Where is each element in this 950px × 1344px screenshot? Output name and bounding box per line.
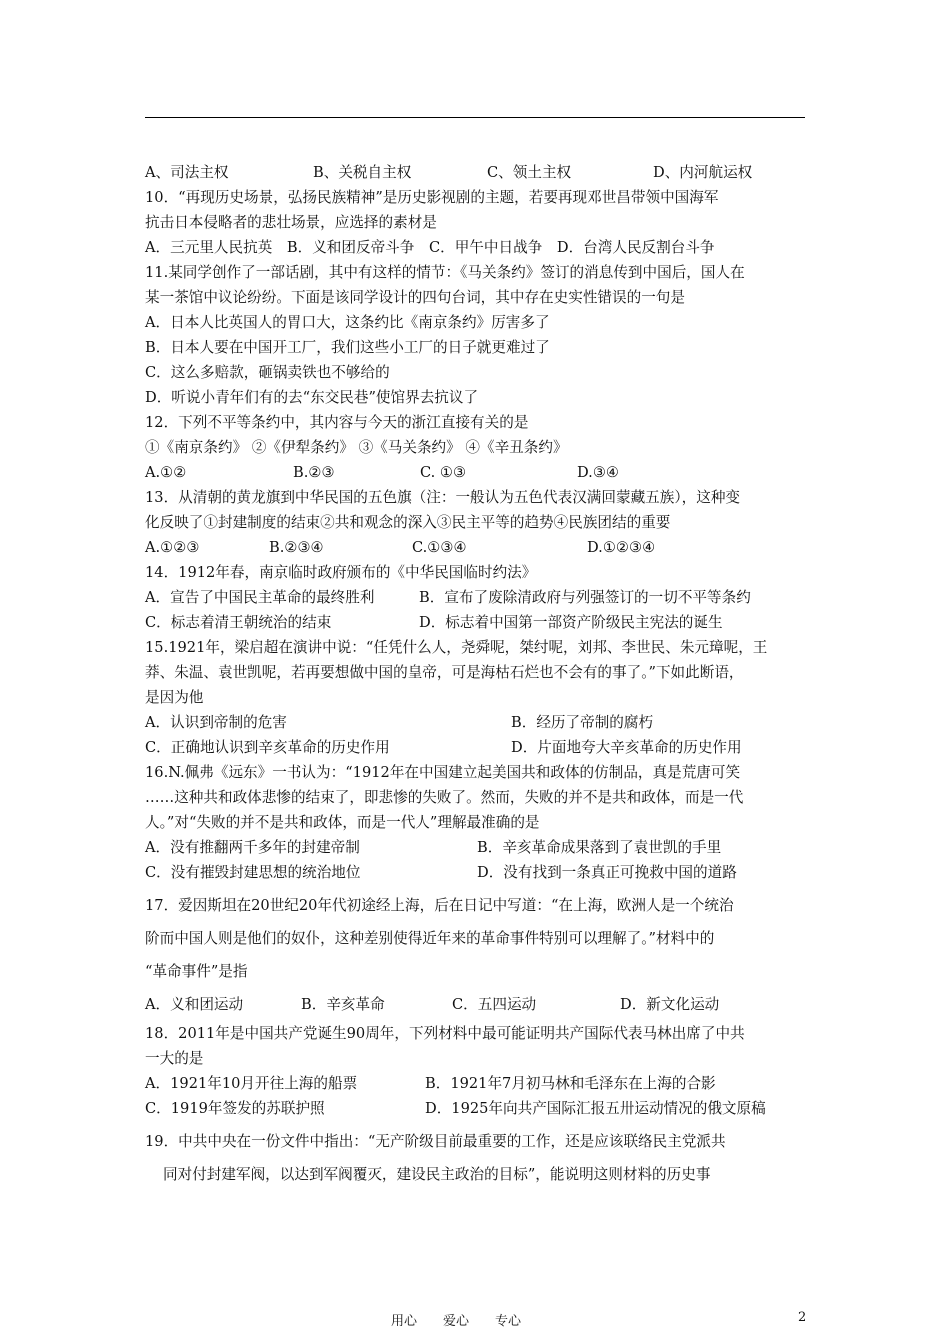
q19-stem-2: 同对付封建军阀，以达到军阀覆灭，建设民主政治的目标”，能说明这则材料的历史事 <box>163 1166 711 1183</box>
q9-option-d: D、内河航运权 <box>653 164 753 181</box>
q18-stem-1: 18．2011年是中国共产党诞生90周年，下列材料中最可能证明共产国际代表马林出席了中共 <box>145 1025 745 1042</box>
q11-option-d: D．听说小青年们有的去“东交民巷”使馆界去抗议了 <box>145 389 479 406</box>
q13-option-c: C.①③④ <box>412 539 467 556</box>
q15-option-d: D．片面地夸大辛亥革命的历史作用 <box>511 739 742 756</box>
q13-stem-1: 13．从清朝的黄龙旗到中华民国的五色旗（注：一般认为五色代表汉满回蒙藏五族），这种变 <box>145 489 741 506</box>
q13-options <box>145 535 810 560</box>
q13-stem-2: 化反映了①封建制度的结束②共和观念的深入③民主平等的趋势④民族团结的重要 <box>145 514 671 531</box>
q14-options-ab <box>145 585 810 610</box>
q15-option-b: B．经历了帝制的腐朽 <box>511 714 654 731</box>
q10-stem-2: 抗击日本侵略者的悲壮场景，应选择的素材是 <box>145 214 437 231</box>
q17-option-b: B．辛亥革命 <box>301 996 385 1013</box>
q19-stem-1: 19．中共中央在一份文件中指出：“无产阶级目前最重要的工作，还是应该联络民主党派共 <box>145 1133 726 1150</box>
q17-option-d: D．新文化运动 <box>620 996 720 1013</box>
q18-option-c: C．1919年签发的苏联护照 <box>145 1100 325 1117</box>
q13-option-a: A.①②③ <box>145 539 200 556</box>
q9-options <box>145 160 810 185</box>
q9-option-a: A、司法主权 <box>145 164 229 181</box>
q18-option-b: B．1921年7月初马林和毛泽东在上海的合影 <box>425 1075 716 1092</box>
q11-stem-2: 某一茶馆中议论纷纷。下面是该同学设计的四句台词，其中存在史实性错误的一句是 <box>145 289 685 306</box>
q14-option-c: C．标志着清王朝统治的结束 <box>145 614 332 631</box>
page-number: 2 <box>798 1310 807 1325</box>
q11-option-c: C．这么多赔款，砸锅卖铁也不够给的 <box>145 364 390 381</box>
q15-options-cd <box>145 735 810 760</box>
q18-options-ab <box>145 1071 810 1096</box>
q14-stem: 14．1912年春，南京临时政府颁布的《中华民国临时约法》 <box>145 564 537 581</box>
q17-option-a: A．义和团运动 <box>145 996 244 1013</box>
q18-stem-2: 一大的是 <box>145 1050 204 1067</box>
q13-option-b: B.②③④ <box>269 539 324 556</box>
q16-options-ab <box>145 835 810 860</box>
q16-option-d: D．没有找到一条真正可挽救中国的道路 <box>477 864 737 881</box>
q15-option-a: A．认识到帝制的危害 <box>145 714 287 731</box>
q16-stem-2: ……这种共和政体悲惨的结束了，即悲惨的失败了。然而，失败的并不是共和政体，而是一代 <box>145 789 744 806</box>
q11-option-b: B．日本人要在中国开工厂，我们这些小工厂的日子就更难过了 <box>145 339 550 356</box>
header-rule <box>145 117 805 118</box>
q12-options <box>145 460 810 485</box>
q12-items: ①《南京条约》 ②《伊犁条约》 ③《马关条约》 ④《辛丑条约》 <box>145 439 568 456</box>
question-content <box>145 160 810 1191</box>
q15-stem-1: 15.1921年，梁启超在演讲中说：“任凭什么人，尧舜呢，桀纣呢，刘邦、李世民、朱元璋呢，王 <box>145 639 768 656</box>
q12-option-c: C. ①③ <box>420 464 467 481</box>
q18-options-cd <box>145 1096 810 1121</box>
page-footer <box>0 1310 950 1330</box>
q11-stem-1: 11.某同学创作了一部话剧，其中有这样的情节：《马关条约》签订的消息传到中国后，国人在 <box>145 264 745 281</box>
q17-stem-2: 阶而中国人则是他们的奴仆，这种差别使得近年来的革命事件特别可以理解了。”材料中的 <box>145 930 715 947</box>
q10-options: A．三元里人民抗英 B．义和团反帝斗争 C．甲午中日战争 D．台湾人民反割台斗争 <box>145 239 715 256</box>
q14-option-a: A．宣告了中国民主革命的最终胜利 <box>145 589 375 606</box>
q16-option-b: B．辛亥革命成果落到了袁世凯的手里 <box>477 839 722 856</box>
q14-option-d: D．标志着中国第一部资产阶级民主宪法的诞生 <box>419 614 723 631</box>
q11-option-a: A．日本人比英国人的胃口大，这条约比《南京条约》厉害多了 <box>145 314 550 331</box>
q18-option-d: D．1925年向共产国际汇报五卅运动情况的俄文原稿 <box>425 1100 766 1117</box>
q12-option-a: A.①② <box>145 464 187 481</box>
q10-stem-1: 10．“再现历史场景，弘扬民族精神”是历史影视剧的主题，若要再现邓世昌带领中国海军 <box>145 189 719 206</box>
q9-option-b: B、关税自主权 <box>313 164 412 181</box>
footer-slogan: 用心 爱心 专心 <box>391 1314 522 1329</box>
q17-stem-3: “革命事件”是指 <box>145 963 248 980</box>
q16-stem-3: 人。”对“失败的并不是共和政体，而是一代人”理解最准确的是 <box>145 814 540 831</box>
q13-option-d: D.①②③④ <box>587 539 656 556</box>
q16-option-c: C．没有摧毁封建思想的统治地位 <box>145 864 361 881</box>
q15-stem-2: 莽、朱温、袁世凯呢，若再要想做中国的皇帝，可是海枯石烂也不会有的事了。”下如此断语， <box>145 664 744 681</box>
q18-option-a: A．1921年10月开往上海的船票 <box>145 1075 358 1092</box>
q15-options-ab <box>145 710 810 735</box>
q12-stem: 12．下列不平等条约中，其内容与今天的浙江直接有关的是 <box>145 414 529 431</box>
q14-options-cd <box>145 610 810 635</box>
q16-stem-1: 16.N.佩弗《远东》一书认为：“1912年在中国建立起美国共和政体的仿制品，真是荒唐可笑 <box>145 764 741 781</box>
q14-option-b: B．宣布了废除清政府与列强签订的一切不平等条约 <box>419 589 751 606</box>
q15-stem-3: 是因为他 <box>145 689 204 706</box>
q17-options <box>145 988 810 1021</box>
q16-option-a: A．没有推翻两千多年的封建帝制 <box>145 839 360 856</box>
q16-options-cd <box>145 860 810 885</box>
q12-option-b: B.②③ <box>293 464 335 481</box>
q12-option-d: D.③④ <box>577 464 619 481</box>
q17-stem-1: 17．爱因斯坦在20世纪20年代初途经上海，后在日记中写道：“在上海，欧洲人是一个统治 <box>145 897 734 914</box>
q9-option-c: C、领土主权 <box>487 164 572 181</box>
q17-option-c: C．五四运动 <box>452 996 537 1013</box>
q15-option-c: C．正确地认识到辛亥革命的历史作用 <box>145 739 390 756</box>
